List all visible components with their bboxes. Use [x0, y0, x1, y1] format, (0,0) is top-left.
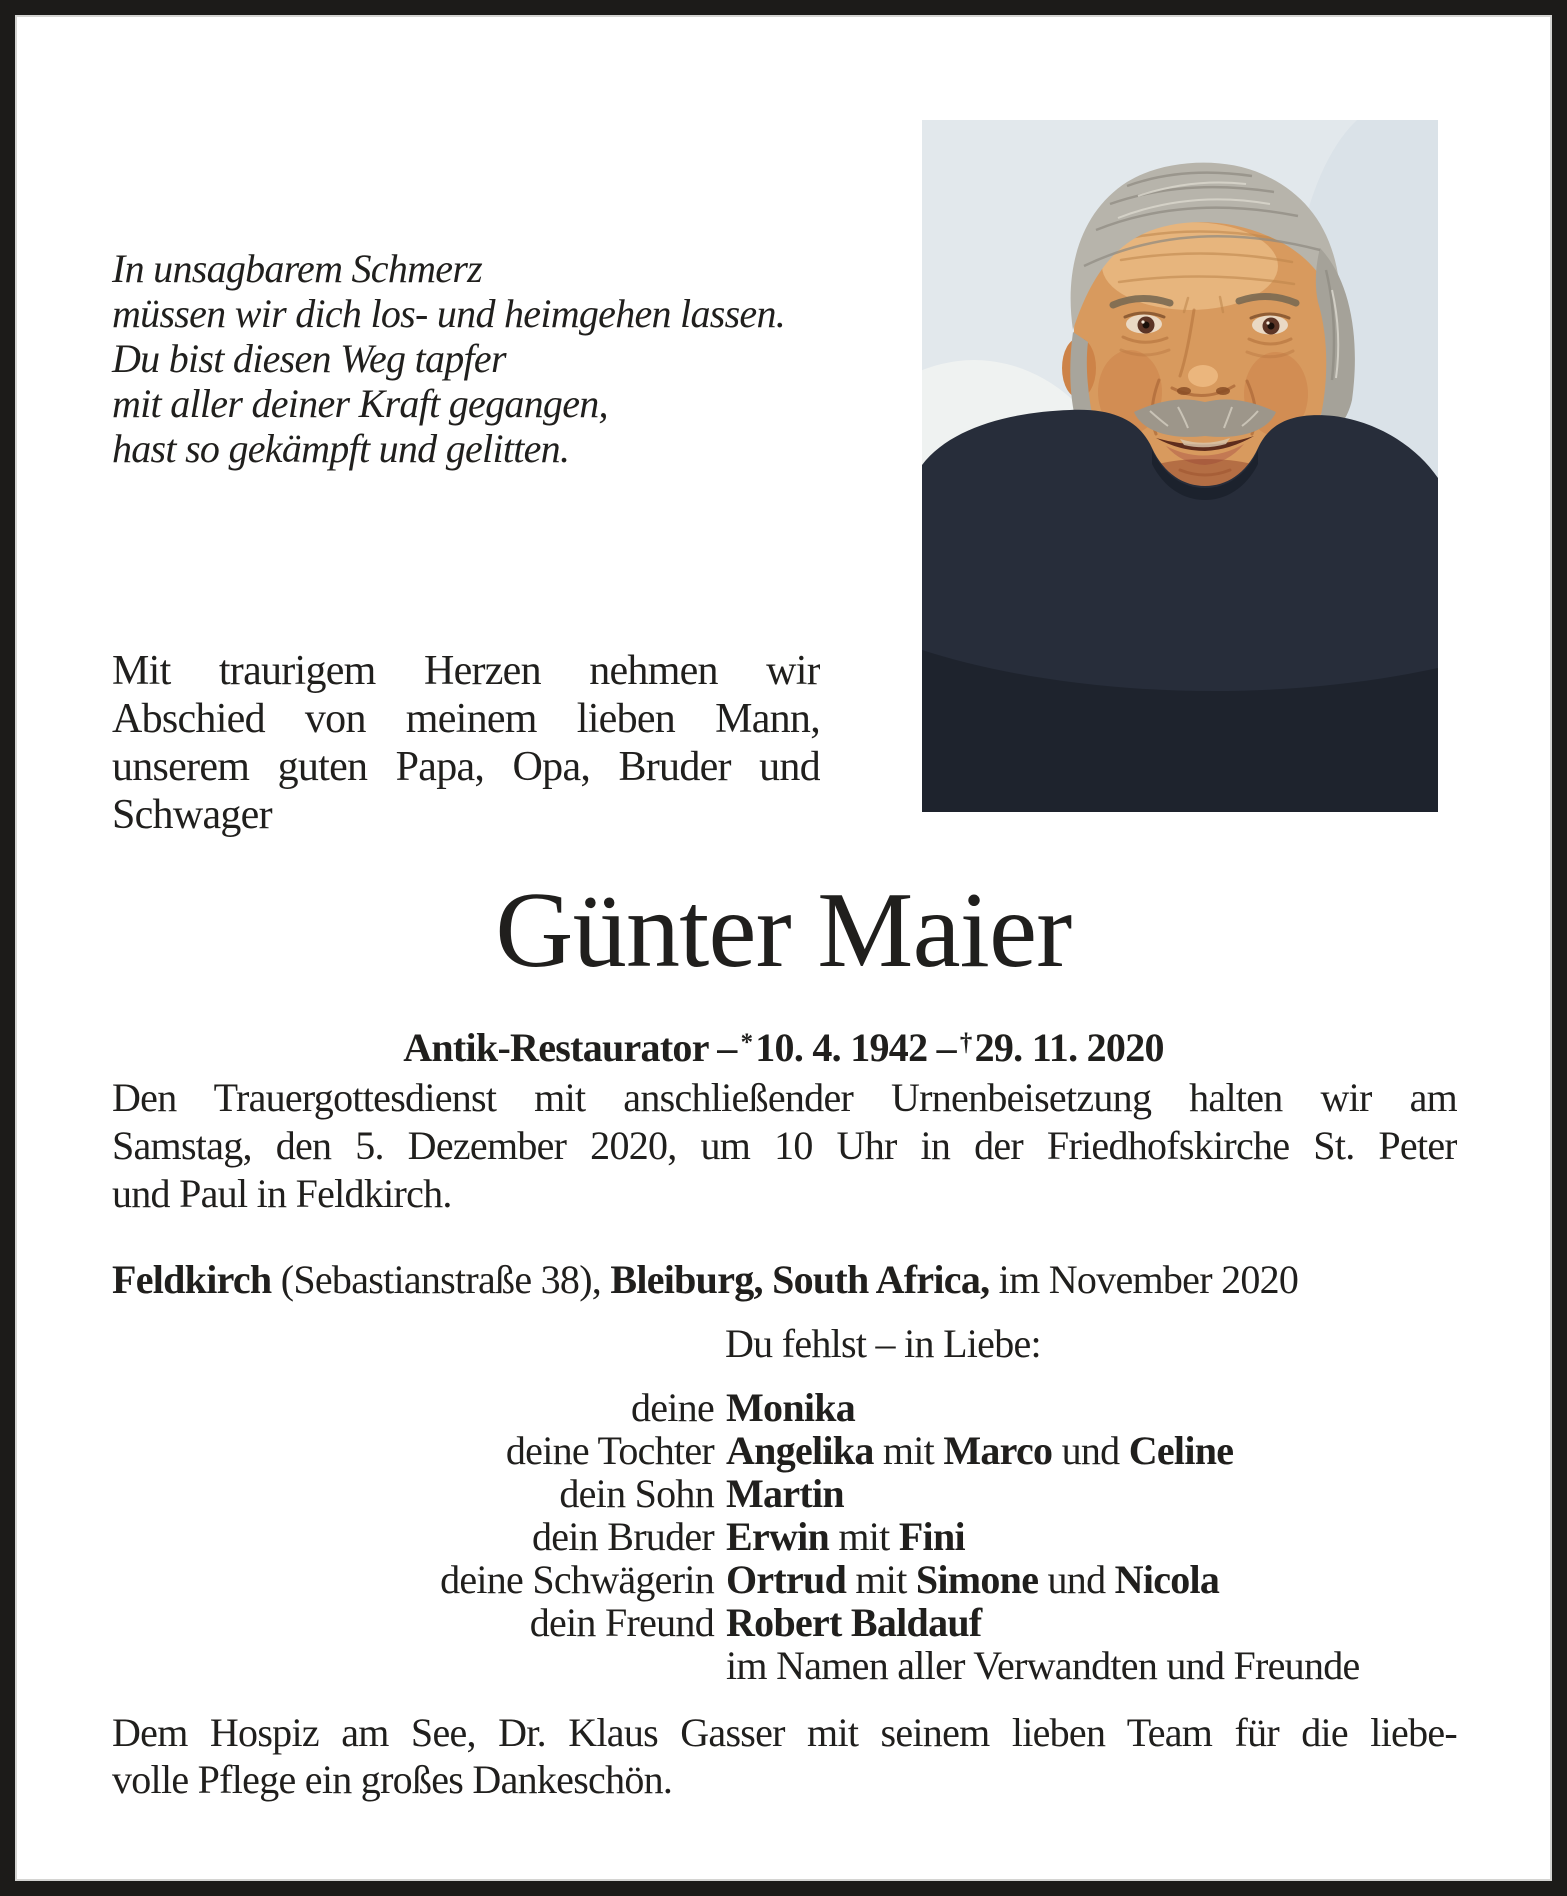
birth-date: 10. 4. 1942 [755, 1025, 928, 1070]
text-line: hast so gekämpft und gelitten. [112, 426, 570, 471]
farewell-heading: Du fehlst – in Liebe: [725, 1321, 1041, 1366]
separator-dash: – [936, 1025, 956, 1070]
mourner-row [112, 1558, 1457, 1601]
portrait-photo [922, 120, 1438, 812]
text-line: In unsagbarem Schmerz [112, 246, 483, 291]
text-line: mit aller deiner Kraft gegangen, [112, 381, 608, 426]
mourner-relation: deine Schwägerin [440, 1557, 714, 1602]
mourner-names: Monika [726, 1385, 856, 1430]
mourner-relation: deine [630, 1385, 714, 1430]
mourner-relation: dein Bruder [531, 1514, 714, 1559]
text-line: Samstag, den 5. Dezember 2020, um 10 Uhr in der Friedhofskirche St. Peter [112, 1123, 1457, 1168]
profession: Antik-Restaurator [403, 1025, 709, 1070]
mourner-row [112, 1429, 1457, 1472]
cities-date-line: Feldkirch (Sebastianstraße 38), Bleiburg, South Africa, im November 2020 [112, 1257, 1299, 1302]
mourner-names: Erwin mit Fini [726, 1514, 965, 1559]
acknowledgement-text [112, 1709, 1457, 1803]
deceased-name: Günter Maier [495, 871, 1072, 990]
service-announcement [112, 1074, 1457, 1218]
death-cross-symbol: † [959, 1028, 972, 1056]
mourner-relation: deine Tochter [505, 1428, 714, 1473]
text-line: Mit traurigem Herzen nehmen wir [112, 648, 820, 694]
text-line: müssen wir dich los- und heimgehen lassen. [112, 291, 786, 336]
mourner-relation: dein Sohn [559, 1471, 714, 1516]
death-date: 29. 11. 2020 [974, 1025, 1164, 1070]
mourner-row [112, 1472, 1457, 1515]
mourner-names: Martin [726, 1471, 844, 1516]
mourner-row [112, 1386, 1457, 1429]
mourner-names: Robert Baldauf [726, 1600, 982, 1645]
mourner-row [112, 1515, 1457, 1558]
portrait-illustration [922, 120, 1438, 812]
condolence-verse [112, 246, 785, 471]
text-line: Dem Hospiz am See, Dr. Klaus Gasser mit seinem lieben Team für die liebe- [112, 1710, 1457, 1755]
text-line: und Paul in Feldkirch. [112, 1171, 452, 1216]
birth-star-symbol: * [740, 1028, 753, 1056]
closing-line: im Namen aller Verwandten und Freunde [726, 1643, 1360, 1688]
text-line: Du bist diesen Weg tapfer [112, 336, 506, 381]
intro-paragraph [112, 647, 820, 839]
text-line: volle Pflege ein großes Dankeschön. [112, 1757, 673, 1802]
separator-dash: – [717, 1025, 737, 1070]
mourner-relation: dein Freund [529, 1600, 714, 1645]
mourner-names: Angelika mit Marco und Celine [726, 1428, 1234, 1473]
text-line: Den Trauergottesdienst mit anschließender Urnenbeisetzung halten wir am [112, 1075, 1457, 1120]
mourners-list [112, 1386, 1457, 1644]
mourner-names: Ortrud mit Simone und Nicola [726, 1557, 1220, 1602]
text-line: unserem guten Papa, Opa, Bruder und [112, 744, 820, 790]
profession-and-dates [0, 1023, 1567, 1079]
text-line: Abschied von meinem lieben Mann, [112, 696, 820, 742]
text-line: Schwager [112, 792, 272, 838]
mourner-row [112, 1601, 1457, 1644]
